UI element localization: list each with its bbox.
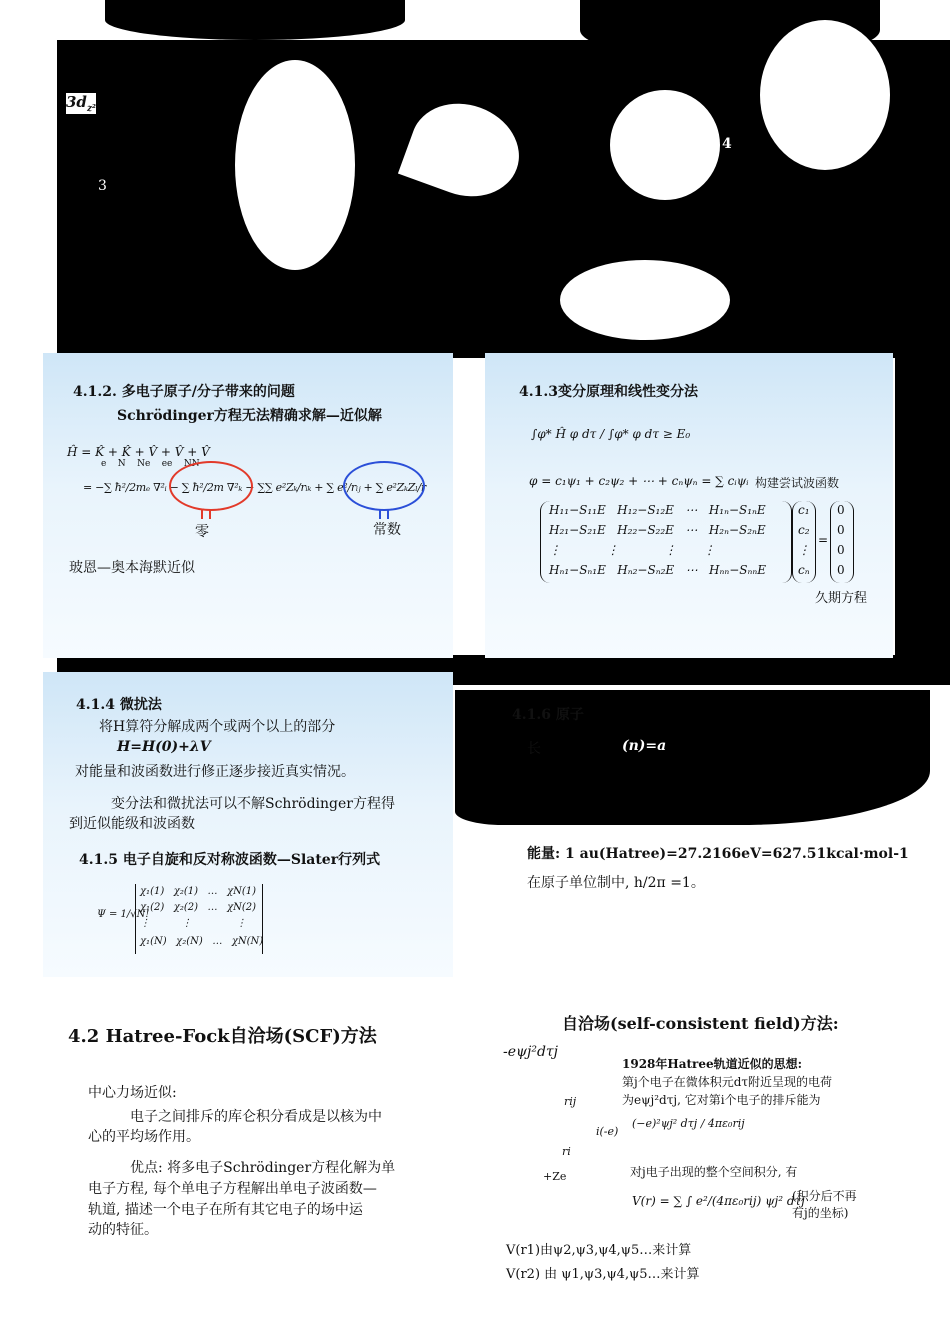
top-left-blob: [105, 0, 405, 40]
matrix-row-1: H₁₁−S₁₁E H₁₂−S₁₂E ⋯ H₁ₙ−S₁ₙE: [549, 503, 766, 517]
scf-integrate: 对j电子出现的整个空间积分, 有: [630, 1165, 798, 1179]
scf-charge-label: -eψj²dτj: [503, 1044, 558, 1060]
panel-4-1-2: [43, 353, 453, 658]
label-const: 常数: [373, 522, 401, 538]
panel-4-1-3: [485, 353, 893, 658]
c-vector: [792, 501, 816, 583]
secular-label: 久期方程: [815, 591, 868, 606]
scf-potential: V(r) = ∑ ∫ e²/(4πε₀rij) ψj² dτj: [632, 1194, 805, 1208]
equals-sign: =: [818, 533, 829, 547]
scf-history-3: 为eψj²dτj, 它对第i个电子的排斥能为: [622, 1093, 821, 1107]
p416-line1: 长: [527, 741, 541, 757]
white-shape-1: [235, 60, 355, 270]
scf-potential-note-2: 有j的坐标): [792, 1206, 849, 1220]
label-3d: $3d_{z^2}$: [66, 93, 96, 114]
zero-vector-3: 0: [837, 543, 845, 557]
white-shape-3: [610, 90, 720, 200]
label-3: 3: [98, 178, 107, 194]
slater-row-2: χ₁(2) χ₂(2) … χN(2): [140, 902, 257, 913]
p413-expansion-note: 构建尝试波函数: [755, 476, 840, 490]
central-text-2: 心的平均场作用。: [88, 1129, 200, 1145]
matrix-row-2: H₂₁−S₂₁E H₂₂−S₂₂E ⋯ H₂ₙ−S₂ₙE: [549, 523, 766, 537]
p414-title: 4.1.4 微扰法: [76, 697, 162, 713]
adv-2: 电子方程, 每个单电子方程解出单电子波函数—: [88, 1181, 377, 1197]
label-zero: 零: [195, 524, 209, 540]
p412-eq-line2: = −∑ ħ²/2mₑ ∇²ᵢ − ∑ ħ²/2m ∇²ₖ − ∑∑ e²Zₖ/rᵢₖ + ∑ e²/rᵢⱼ + ∑ e²ZₖZₗ/r: [83, 481, 426, 494]
central-title: 中心力场近似:: [88, 1085, 177, 1101]
p412-subtitle: Schrödinger方程无法精确求解—近似解: [117, 408, 382, 424]
p414-line4: 变分法和微扰法可以不解Schrödinger方程得: [111, 796, 395, 812]
p414-line3: 对能量和波函数进行修正逐步接近真实情况。: [75, 764, 355, 780]
p416-unit: 在原子单位制中, h/2π =1。: [527, 875, 705, 891]
zero-vector: [830, 501, 854, 583]
zero-vector-1: 0: [837, 503, 845, 517]
scf-potential-note-1: (积分后不再: [792, 1189, 857, 1203]
scf-i-label: i(-e): [596, 1125, 619, 1138]
label-3d-sub: z²: [86, 104, 96, 114]
slater-row-3: ⋮ ⋮ ⋮: [140, 918, 247, 929]
adv-1: 优点: 将多电子Schrödinger方程化解为单: [130, 1160, 396, 1176]
slater-determinant: [135, 884, 263, 954]
red-circle: [169, 461, 253, 511]
p415-title: 4.1.5 电子自旋和反对称波函数—Slater行列式: [79, 852, 381, 868]
blue-circle: [343, 461, 425, 511]
p412-note: 玻恩—奥本海默近似: [69, 560, 195, 576]
p413-title: 4.1.3变分原理和线性变分法: [519, 384, 698, 400]
scf-title: 自洽场(self-consistent field)方法:: [562, 1014, 839, 1033]
c-vector-1: c₁: [798, 503, 810, 517]
c-vector-2: c₂: [798, 523, 810, 537]
scf-v1: V(r1)由ψ2,ψ3,ψ4,ψ5…来计算: [506, 1243, 692, 1258]
adv-3: 轨道, 描述一个电子在所有其它电子的场中运: [88, 1202, 363, 1218]
c-vector-4: cₙ: [798, 563, 810, 577]
zero-vector-4: 0: [837, 563, 845, 577]
label-4: 4: [722, 136, 732, 152]
secular-matrix: [540, 501, 792, 583]
white-shape-4: [760, 20, 890, 170]
scf-rij: rij: [564, 1095, 577, 1108]
matrix-row-4: Hₙ₁−Sₙ₁E Hₙ₂−Sₙ₂E ⋯ Hₙₙ−SₙₙE: [549, 563, 766, 577]
scf-ri: ri: [562, 1145, 571, 1158]
blue-equal-mark: [379, 509, 389, 519]
white-shape-5: [560, 260, 730, 340]
c-vector-3: ⋮: [798, 543, 810, 557]
adv-4: 动的特征。: [88, 1222, 158, 1238]
p414-line5: 到近似能级和波函数: [69, 816, 195, 832]
p416-line1b: (n)=a: [622, 738, 667, 754]
scf-history-1: 1928年Hatree轨道近似的思想:: [622, 1057, 803, 1071]
zero-vector-2: 0: [837, 523, 845, 537]
p414-line2: H=H(0)+λV: [117, 739, 211, 755]
p412-title: 4.1.2. 多电子原子/分子带来的问题: [73, 384, 295, 400]
p412-eq-line1-subs: e N Ne ee NN: [101, 459, 200, 469]
s42-title: 4.2 Hatree-Fock自洽场(SCF)方法: [68, 1026, 377, 1047]
p416-energy: 能量: 1 au(Hatree)=27.2166eV=627.51kcal·mol-1: [527, 846, 909, 862]
matrix-row-3: ⋮ ⋮ ⋮ ⋮: [549, 543, 716, 557]
p414-line1: 将H算符分解成两个或两个以上的部分: [99, 719, 336, 735]
red-equal-mark: [201, 509, 211, 519]
scf-history-2: 第j个电子在微体积元dτ附近呈现的电荷: [622, 1075, 833, 1089]
slater-prefix: Ψ = 1/√N!: [97, 909, 150, 920]
scf-repulsion: (−e)²ψj² dτj / 4πε₀rij: [632, 1117, 745, 1130]
slater-row-1: χ₁(1) χ₂(1) … χN(1): [140, 886, 257, 897]
p412-eq-line1: Ĥ = K̂ + K̂ + V̂ + V̂ + V̂: [67, 445, 210, 459]
p416-title: 4.1.6 原子: [512, 707, 584, 723]
scf-ze: +Ze: [543, 1170, 567, 1183]
scf-v2: V(r2) 由 ψ1,ψ3,ψ4,ψ5…来计算: [506, 1267, 700, 1282]
central-text-1: 电子之间排斥的库仑积分看成是以核为中: [130, 1109, 382, 1125]
panel-4-1-4: [43, 672, 453, 977]
right-edge-blob: [895, 340, 950, 660]
slater-row-4: χ₁(N) χ₂(N) … χN(N): [140, 936, 264, 947]
p413-expansion: φ = c₁ψ₁ + c₂ψ₂ + ⋯ + cₙψₙ = ∑ cᵢψᵢ: [529, 474, 749, 488]
p413-ineq: ∫φ* Ĥ φ dτ / ∫φ* φ dτ ≥ E₀: [531, 427, 691, 441]
